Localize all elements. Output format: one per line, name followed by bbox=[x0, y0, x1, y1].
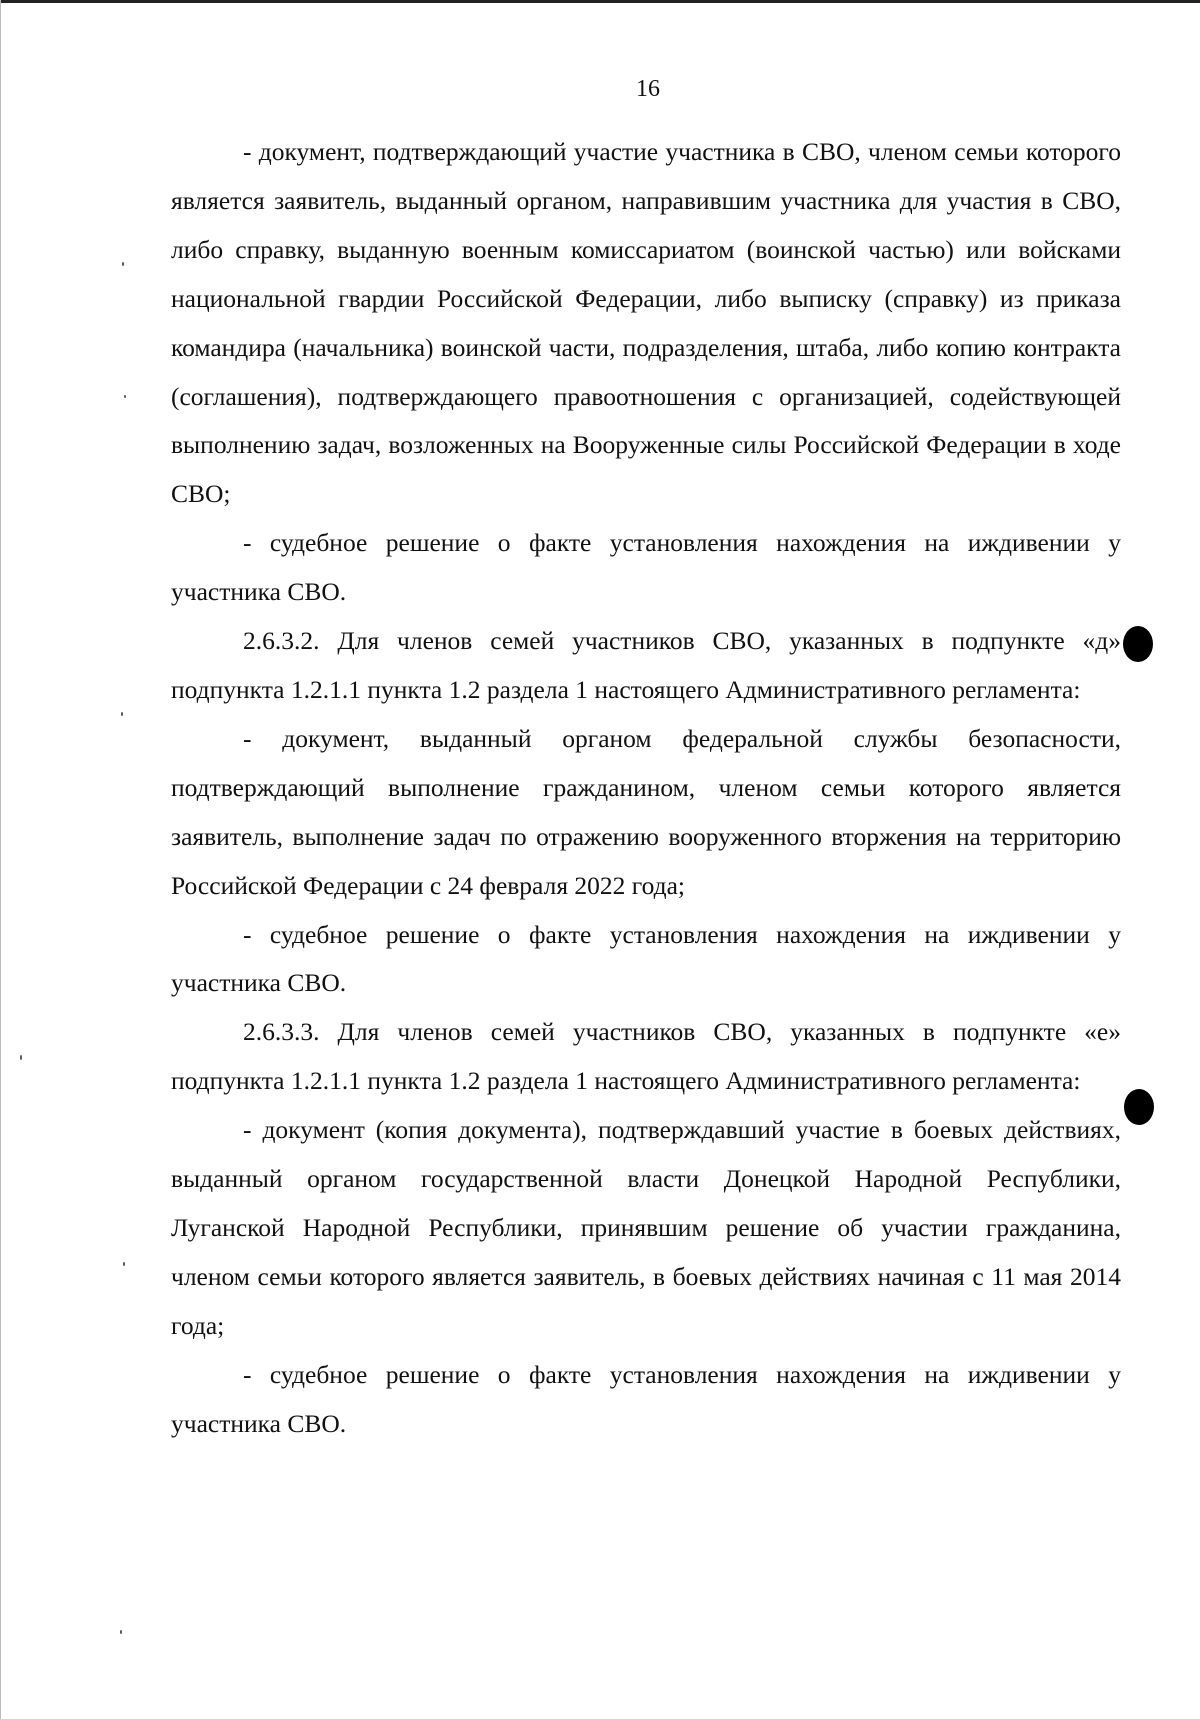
paragraph-2: - судебное решение о факте установления нахождения на иждивении у участника СВО. bbox=[171, 528, 1121, 607]
scan-speck bbox=[122, 262, 124, 266]
paragraph-4: - документ, выданный органом федеральной службы безопасности, подтверждающий выполнение гражданином, членом семьи которого является заявитель, выполнение задач по отражению вооруженного вторжения на территорию Российской Федерации с 24 февраля 2022 года; bbox=[171, 723, 1121, 900]
scan-punch-dot bbox=[1124, 1089, 1154, 1125]
scan-border-top bbox=[0, 0, 1200, 3]
paragraph-1: - документ, подтверждающий участие участника в СВО, членом семьи которого является заявитель, выданный органом, направившим участника для участия в СВО, либо справку, выданную военным комиссариатом (воинской частью) или войсками национальной гвардии Российской Федерации, либо выписку (справку) из приказа командира (начальника) воинской части, подразделения, штаба, либо копию контракта (соглашения), подтверждающего правоотношения с организацией, содействующей выполнению задач, возложенных на Вооруженные силы Российской Федерации в ходе СВО; bbox=[171, 137, 1121, 509]
scan-punch-dot bbox=[1123, 626, 1153, 662]
paragraph-6: 2.6.3.3. Для членов семей участников СВО, указанных в подпункте «е» подпункта 1.2.1.1 пункта 1.2 раздела 1 настоящего Административного регламента: bbox=[171, 1017, 1121, 1096]
scan-speck bbox=[20, 1055, 22, 1060]
paragraph-3: 2.6.3.2. Для членов семей участников СВО, указанных в подпункте «д» подпункта 1.2.1.1 пункта 1.2 раздела 1 настоящего Административного регламента: bbox=[171, 626, 1121, 704]
page-number: 16 bbox=[636, 76, 660, 102]
paragraph-8: - судебное решение о факте установления нахождения на иждивении у участника СВО. bbox=[171, 1359, 1121, 1438]
scan-speck bbox=[124, 395, 126, 398]
scan-speck bbox=[123, 1262, 125, 1266]
paragraph-5: - судебное решение о факте установления нахождения на иждивении у участника СВО. bbox=[171, 919, 1121, 998]
document-body bbox=[171, 128, 1121, 1448]
paragraph-7: - документ (копия документа), подтверждавший участие в боевых действиях, выданный органом государственной власти Донецкой Народной Республики, Луганской Народной Республики, принявшим решение об участии гражданина, членом семьи которого является заявитель, в боевых действиях начиная с 11 мая 2014 года; bbox=[171, 1115, 1121, 1340]
scan-speck bbox=[120, 1630, 122, 1634]
scan-speck bbox=[121, 712, 123, 716]
scan-border-left bbox=[0, 0, 1, 1719]
